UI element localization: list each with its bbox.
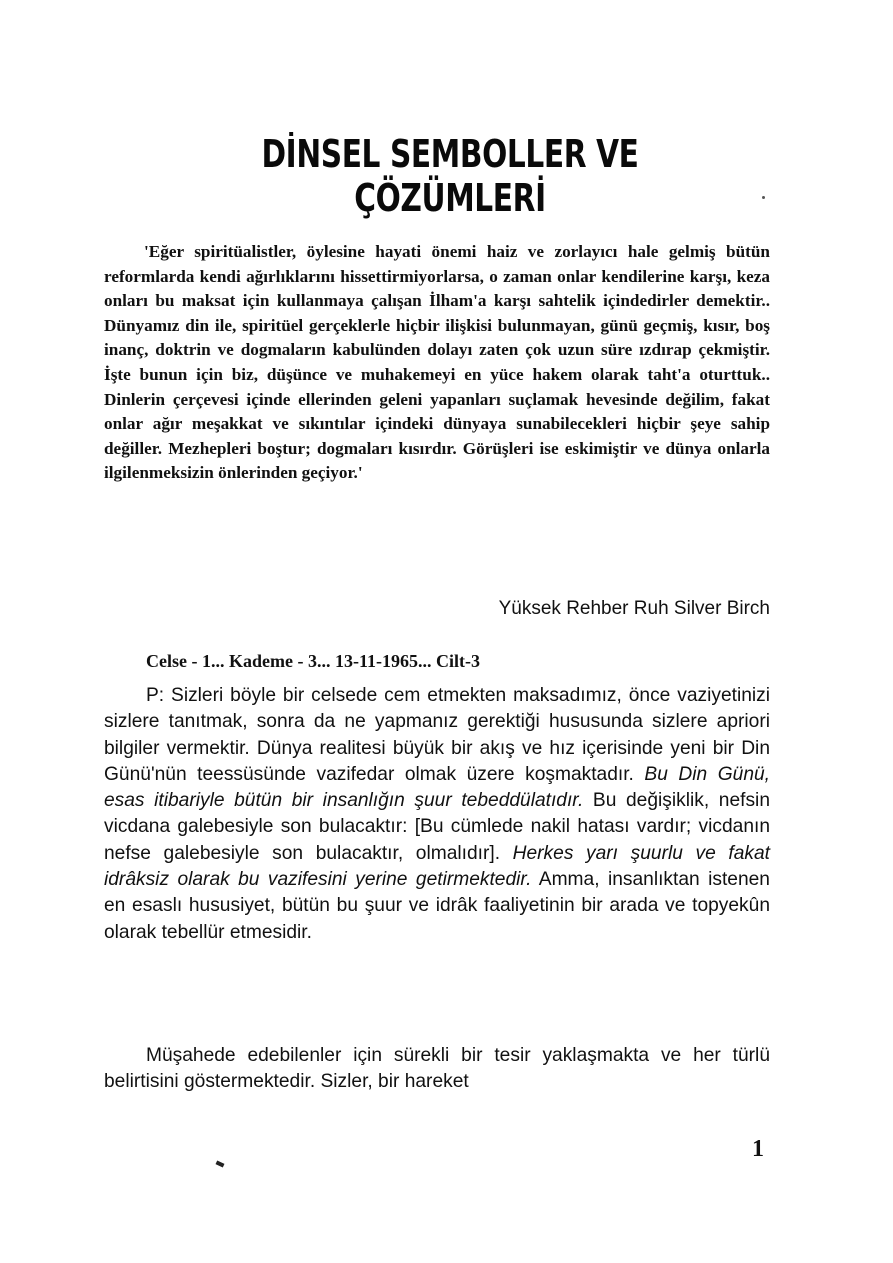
- session-header: Celse - 1... Kademe - 3... 13-11-1965... Cilt-3: [146, 651, 480, 671]
- page-number: 1: [752, 1136, 764, 1162]
- body-paragraph-2: Müşahede edebilenler için sürekli bir tesir yaklaşmakta ve her türlü belirtisini göstermektedir. Sizler, bir hareket: [104, 1045, 770, 1093]
- quote-attribution: Yüksek Rehber Ruh Silver Birch: [498, 598, 770, 619]
- paragraph-1-italic-a: Bu Din Günü, esas itibariyle bütün bir insanlığın şuur tebeddülatıdır.: [104, 763, 770, 812]
- page-title: DİNSEL SEMBOLLER VE ÇÖZÜMLERİ: [261, 132, 639, 220]
- paragraph-1-text-c: Amma, insanlıktan istenen en esaslı hususiyet, bütün bu şuur ve idrâk faaliyetinin bir arada ve topyekûn olarak tebellür etmesidir.: [104, 869, 770, 943]
- paragraph-1-text-b: Bu değişiklik, nefsin vicdana galebesiyle son bulacaktır: [Bu cümlede nakil hatası vardır; vicdanın nefse galebesiyle son bulacaktır, olmalıdır].: [104, 790, 770, 864]
- scan-speck: [216, 1160, 225, 1167]
- scan-speck: [762, 196, 765, 199]
- paragraph-1-italic-b: Herkes yarı şuurlu ve fakat idrâksiz olarak bu vazifesini yerine getirmektedir.: [104, 842, 770, 891]
- paragraph-1-text-a: P: Sizleri böyle bir celsede cem etmekten maksadımız, önce vaziyetinizi sizlere tanıtmak, sonra da ne yapmanız gerektiği hususunda sizlere apriori bilgiler vermektir. Dünya realitesi büyük bir akış ve hız içerisinde yeni bir Din Günü'nün teessüsünde vazifedar olmak üzere koşmaktadır.: [104, 685, 770, 785]
- body-paragraph-1: [104, 683, 770, 946]
- epigraph-quote: 'Eğer spiritüalistler, öylesine hayati önemi haiz ve zorlayıcı hale gelmiş bütün reformlarda kendi ağırlıklarını hissettirmiyorlarsa, o zaman onlar kendilerine karşı, keza onları bu maksat için kullanmaya çalışan İlham'a karşı sahtelik içindedirler demektir.. Dünyamız din ile, spiritüel gerçeklerle hiçbir ilişkisi bulunmayan, günü geçmiş, kısır, boş inanç, doktrin ve dogmaların kabulünden dolayı zaten çok uzun süre ızdırap çekmiştir. İşte bunun için biz, düşünce ve muhakemeyi en yüce hakem olarak taht'a oturttuk.. Dinlerin çerçevesi içinde ellerinden geleni yapanları suçlamak hevesinde değilim, fakat onlar ağır meşakkat ve sıkıntılar içindeki dünyaya sunabilecekleri hiçbir şeye sahip değiller. Mezhepleri boştur; dogmaları kısırdır. Görüşleri ise eskimiştir ve dünya onlarla ilgilenmeksizin önlerinden geçiyor.': [104, 242, 770, 483]
